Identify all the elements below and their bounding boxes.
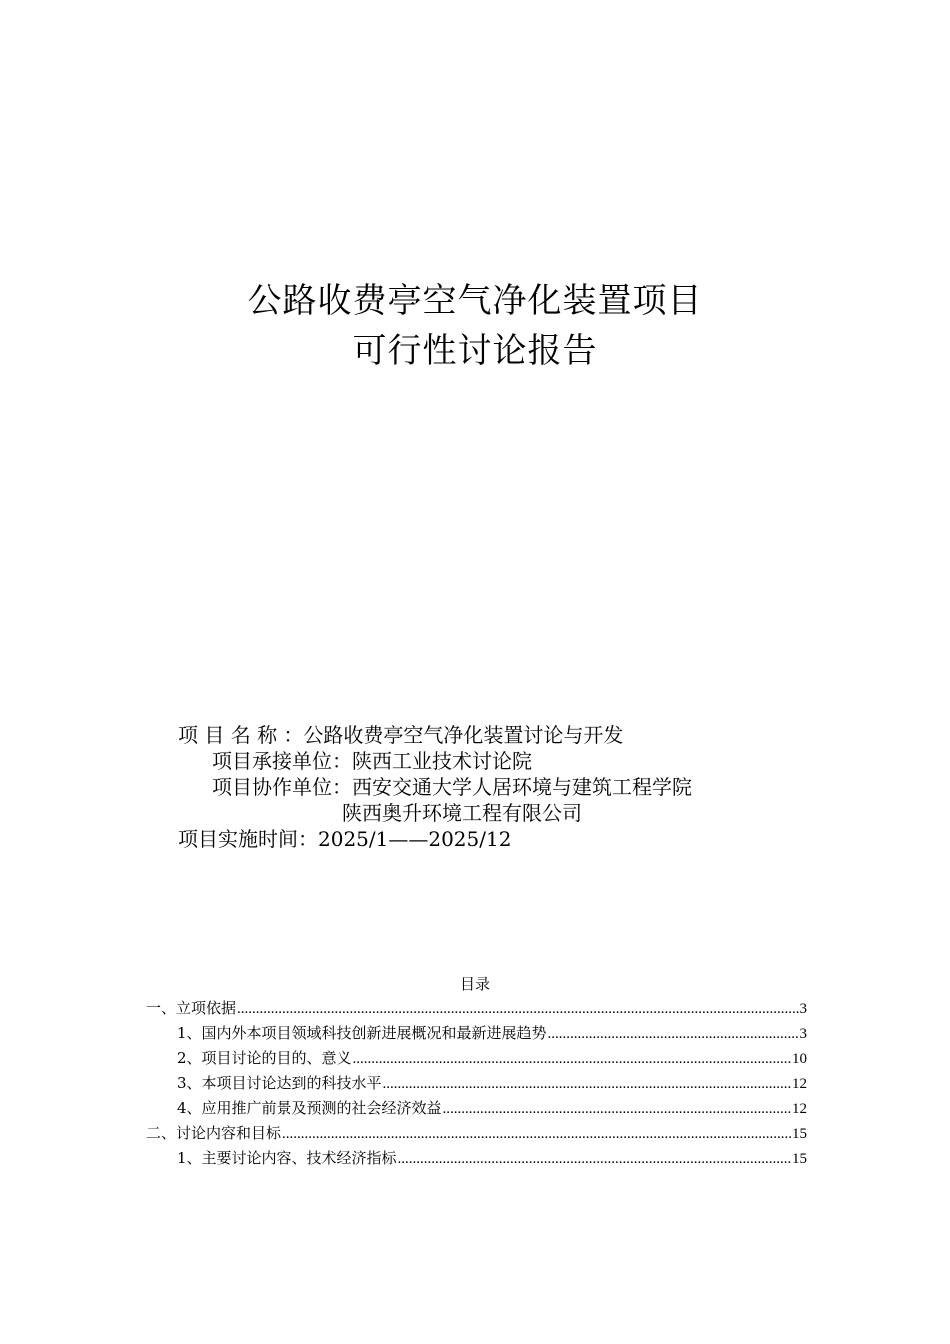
toc-entry-label: 4、应用推广前景及预测的社会经济效益 — [177, 1099, 442, 1117]
project-period: 项目实施时间：2025/1——2025/12 — [178, 827, 512, 851]
toc-entry-label: 1、主要讨论内容、技术经济指标 — [177, 1149, 397, 1167]
project-undertaker: 项目承接单位：陕西工业技术讨论院 — [212, 749, 532, 773]
toc-leader-dots — [353, 1047, 791, 1071]
toc-leader-dots — [398, 1147, 791, 1171]
toc-entry[interactable] — [177, 1071, 807, 1096]
toc-entry[interactable] — [146, 996, 807, 1021]
toc-entry-page: 10 — [792, 1051, 807, 1067]
toc-entry[interactable] — [177, 1146, 807, 1171]
toc-entry-label: 1、国内外本项目领域科技创新进展概况和最新进展趋势 — [177, 1024, 547, 1042]
document-title-line-1: 公路收费亭空气净化装置项目 — [247, 281, 703, 321]
toc-leader-dots — [548, 1022, 799, 1046]
project-name: 项 目 名 称 ：公路收费亭空气净化装置讨论与开发 — [178, 723, 624, 747]
toc-leader-dots — [443, 1097, 791, 1121]
toc-entry-page: 3 — [799, 1001, 807, 1017]
toc-entry-page: 15 — [792, 1126, 807, 1142]
project-collaborator: 项目协作单位：西安交通大学人居环境与建筑工程学院 — [212, 775, 692, 799]
toc-entry-label: 二、讨论内容和目标 — [146, 1124, 282, 1142]
toc-entry-page: 15 — [792, 1151, 807, 1167]
toc-entry-label: 2、项目讨论的目的、意义 — [177, 1049, 352, 1067]
toc-entry-page: 3 — [799, 1026, 807, 1042]
toc-entry-page: 12 — [792, 1076, 807, 1092]
project-collaborator-2: 陕西奥升环境工程有限公司 — [342, 801, 582, 825]
toc-entry[interactable] — [146, 1121, 807, 1146]
toc-entry[interactable] — [177, 1021, 807, 1046]
document-title-line-2: 可行性讨论报告 — [352, 331, 598, 371]
toc-leader-dots — [237, 997, 798, 1021]
toc-leader-dots — [282, 1122, 791, 1146]
toc-entry-page: 12 — [792, 1101, 807, 1117]
toc-leader-dots — [383, 1072, 791, 1096]
toc-entry[interactable] — [177, 1096, 807, 1121]
toc-entry-label: 3、本项目讨论达到的科技水平 — [177, 1074, 382, 1092]
toc-entry-label: 一、立项依据 — [146, 999, 237, 1017]
toc-entry[interactable] — [177, 1046, 807, 1071]
toc-heading: 目录 — [459, 975, 490, 993]
